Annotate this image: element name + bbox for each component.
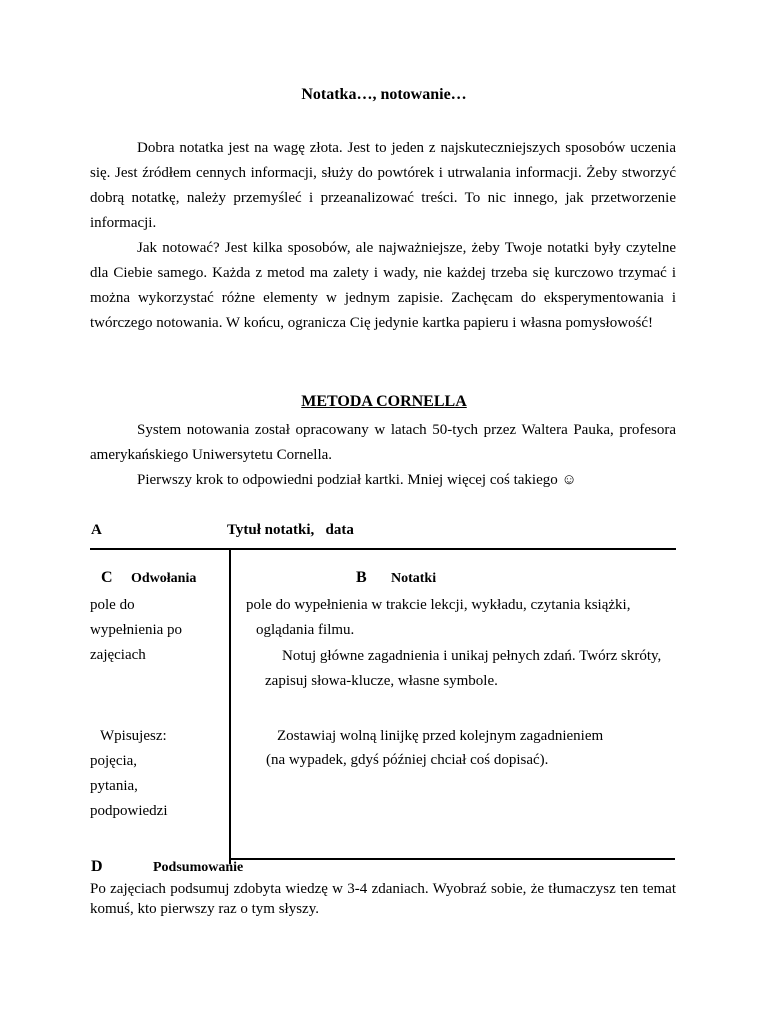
left-line-2: wypełnienia po (90, 622, 183, 638)
area-a-letter: A (91, 522, 102, 538)
right-line-3: Notuj główne zagadnienia i unikaj pełnych zdań. Twórz skróty, (282, 648, 662, 664)
section-text (90, 418, 676, 493)
right-line-4: zapisuj słowa-klucze, własne symbole. (265, 673, 498, 689)
summary-text: Po zajęciach podsumuj zdobyta wiedzę w 3-4 zdaniach. Wyobraź sobie, że tłumaczysz ten temat komuś, kto pierwszy raz o tym słyszy. (90, 881, 676, 917)
section-paragraph-1: System notowania został opracowany w latach 50-tych przez Waltera Pauka, profesora amerykańskiego Uniwersytetu Cornella. (90, 422, 676, 463)
intro-text (90, 136, 676, 336)
intro-paragraph-1: Dobra notatka jest na wagę złota. Jest to jeden z najskuteczniejszych sposobów uczenia się. Jest źródłem cennych informacji, służy do powtórek i utrwalania informacji. Żeby stworzyć dobrą notatkę, należy przemyśleć i przeanalizować treści. To nic innego, jak przetworzenie informacji. (90, 140, 676, 231)
area-b-label: Notatki (391, 571, 437, 586)
top-divider (90, 548, 676, 550)
vertical-divider (229, 549, 231, 864)
section-paragraph-2: Pierwszy krok to odpowiedni podział kartki. Mniej więcej coś takiego ☺ (137, 472, 577, 488)
section-title: METODA CORNELLA (301, 393, 467, 410)
bottom-divider (229, 858, 675, 860)
area-c-label: Odwołania (131, 571, 197, 586)
left-write-item-3: podpowiedzi (90, 803, 168, 819)
right-line-5: Zostawiaj wolną linijkę przed kolejnym zagadnieniem (277, 728, 604, 744)
left-line-1: pole do (90, 597, 135, 613)
right-line-2: oglądania filmu. (256, 622, 355, 638)
intro-paragraph-2: Jak notować? Jest kilka sposobów, ale najważniejsze, żeby Twoje notatki były czytelne dla Ciebie samego. Każda z metod ma zalety i wady, nie każdej trzeba się kurczowo trzymać i można wykorzystać różne elementy w jednym zapisie. Zachęcam do eksperymentowania i twórczego notowania. W końcu, ogranicza Cię jedynie kartka papieru i własna pomysłowość! (90, 240, 676, 331)
page-title: Notatka…, notowanie… (301, 86, 467, 103)
area-c-letter: C (101, 569, 113, 586)
area-d-label: Podsumowanie (153, 860, 244, 875)
left-write-item-1: pojęcia, (90, 753, 138, 769)
right-line-6: (na wypadek, gdyś później chciał coś dopisać). (266, 752, 549, 768)
area-a-label: Tytuł notatki, data (227, 522, 354, 538)
area-b-letter: B (356, 569, 367, 586)
left-write-label: Wpisujesz: (100, 728, 167, 744)
left-write-item-2: pytania, (90, 778, 138, 794)
area-d-letter: D (91, 858, 103, 875)
right-line-1: pole do wypełnienia w trakcie lekcji, wykładu, czytania książki, (246, 597, 631, 613)
left-line-3: zajęciach (90, 647, 146, 663)
